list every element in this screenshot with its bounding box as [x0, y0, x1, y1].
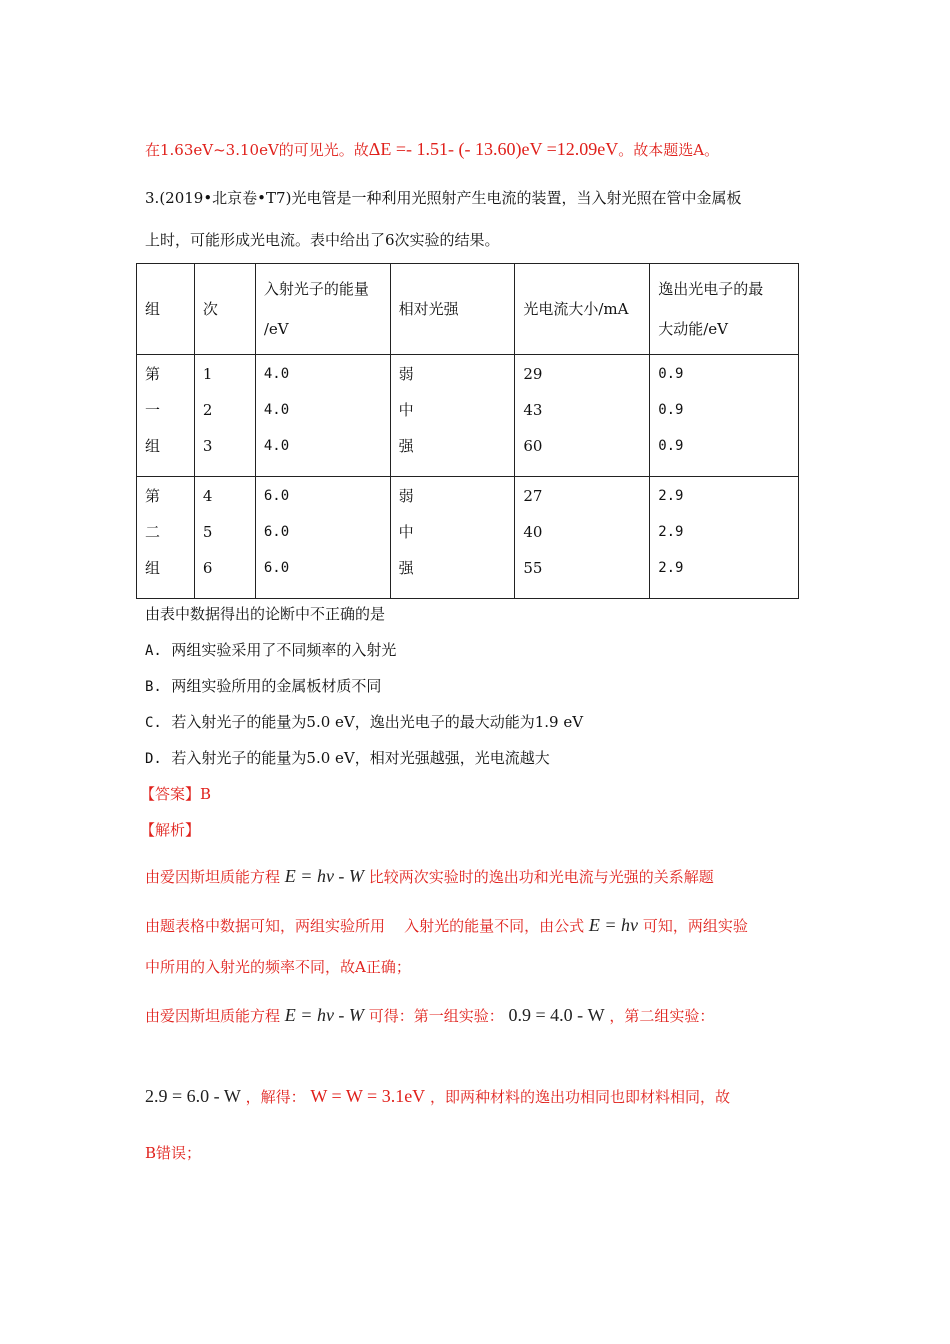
max-kinetic-energies: 0.9 0.9 0.9	[650, 355, 799, 477]
prev-conclusion: 。故本题选A。	[618, 141, 720, 159]
question-prompt: 由表中数据得出的论断中不正确的是	[145, 605, 386, 623]
header-count: 次	[194, 264, 255, 355]
group1-equation: 0.9 = 4.0 - W	[508, 1005, 605, 1025]
table-row-group-2	[137, 477, 799, 599]
work-function-result: W = W = 3.1eV	[310, 1086, 426, 1106]
analysis-label: 【解析】	[140, 821, 201, 839]
analysis-line-1: 由爱因斯坦质能方程 E = hν - W 比较两次实验时的逸出功和光电流与光强的关系解题	[145, 866, 714, 886]
analysis-label-line	[140, 820, 200, 840]
table-header-row	[137, 264, 799, 355]
answer-label: 【答案】	[140, 785, 201, 803]
option-c: C. 若入射光子的能量为5.0 eV，逸出光电子的最大动能为1.9 eV	[145, 713, 584, 731]
max-kinetic-energies: 2.9 2.9 2.9	[650, 477, 799, 599]
table-row-group-1	[137, 355, 799, 477]
prev-text: 在1.63eV~3.10eV的可见光。故	[145, 141, 369, 159]
question-number: 3.	[145, 189, 160, 207]
group-label: 第 一 组	[137, 355, 195, 477]
trial-numbers: 4 5 6	[194, 477, 255, 599]
analysis-line-5: 2.9 = 6.0 - W ，解得： W = W = 3.1eV ，即两种材料的逸出功相同也即材料相同，故	[145, 1086, 730, 1106]
option-d: D. 若入射光子的能量为5.0 eV，相对光强越强，光电流越大	[145, 749, 550, 767]
einstein-formula-2: E = hν - W	[284, 1005, 364, 1025]
einstein-formula: E = hν - W	[284, 866, 364, 886]
currents: 29 43 60	[515, 355, 650, 477]
header-group: 组	[137, 264, 195, 355]
question-text-1: 光电管是一种利用光照射产生电流的装置，当入射光照在管中金属板	[291, 189, 742, 207]
header-max-ek: 逸出光电子的最 大动能/eV	[650, 264, 799, 355]
analysis-line-6: B错误；	[145, 1144, 202, 1162]
option-a: A. 两组实验采用了不同频率的入射光	[145, 641, 397, 659]
question-text-2: 上时，可能形成光电流。表中给出了6次实验的结果。	[145, 231, 500, 249]
prev-formula: ΔE =- 1.51- (- 13.60)eV =12.09eV	[368, 139, 619, 159]
experiment-table	[136, 263, 799, 599]
header-energy: 入射光子的能量 /eV	[255, 264, 390, 355]
energy-formula: E = hν	[588, 915, 639, 935]
group2-equation: 2.9 = 6.0 - W	[145, 1086, 241, 1106]
trial-numbers: 1 2 3	[194, 355, 255, 477]
analysis-line-2: 由题表格中数据可知，两组实验所用 入射光的能量不同，由公式 E = hν 可知，两组实验	[145, 915, 748, 935]
question-stem-2	[145, 230, 500, 250]
analysis-line-4: 由爱因斯坦质能方程 E = hν - W 可得：第一组实验： 0.9 = 4.0 - W ，第二组实验：	[145, 1005, 715, 1025]
currents: 27 40 55	[515, 477, 650, 599]
answer-value: B	[200, 785, 212, 803]
question-stem-1	[145, 188, 741, 208]
question-source: (2019•北京卷•T7)	[159, 189, 292, 207]
header-current: 光电流大小/mA	[515, 264, 650, 355]
header-intensity: 相对光强	[390, 264, 515, 355]
photon-energies: 4.0 4.0 4.0	[255, 355, 390, 477]
prev-answer-line	[145, 139, 719, 160]
answer-line	[140, 784, 211, 804]
option-b: B. 两组实验所用的金属板材质不同	[145, 677, 382, 695]
photon-energies: 6.0 6.0 6.0	[255, 477, 390, 599]
group-label: 第 二 组	[137, 477, 195, 599]
intensities: 弱 中 强	[390, 477, 515, 599]
intensities: 弱 中 强	[390, 355, 515, 477]
analysis-line-3: 中所用的入射光的频率不同，故A正确；	[145, 958, 411, 976]
